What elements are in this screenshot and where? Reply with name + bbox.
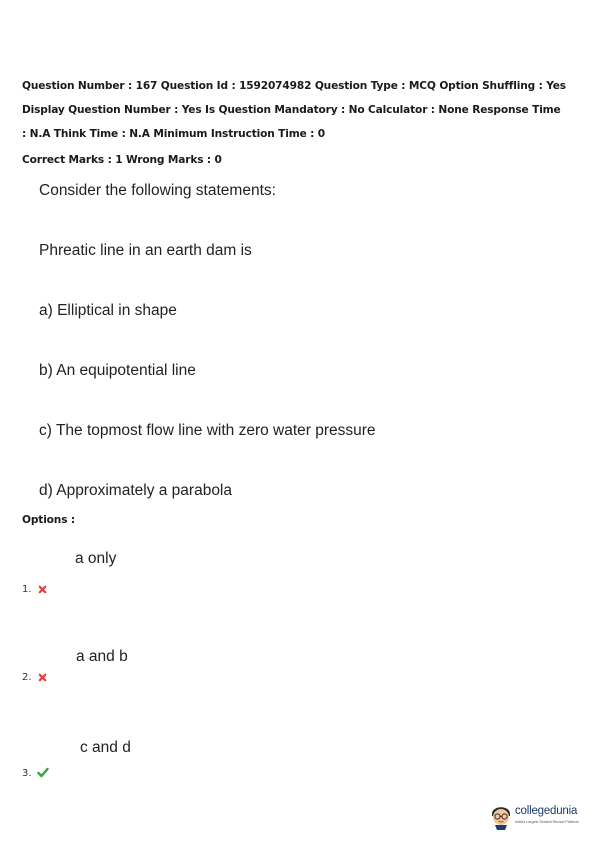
collegedunia-logo: [489, 800, 589, 832]
header-line-4: Correct Marks : 1 Wrong Marks : 0: [22, 154, 222, 166]
option-text: a only: [75, 550, 117, 567]
mascot-icon: [489, 801, 513, 831]
check-icon: [37, 767, 49, 778]
option-number: 3.: [22, 768, 32, 779]
logo-tagline: India's Largest Student Review Platform: [515, 820, 579, 824]
header-line-2: Display Question Number : Yes Is Question Mandatory : No Calculator : None Response Time: [22, 104, 561, 116]
logo-wordmark: collegedunia: [515, 805, 578, 817]
options-label: Options :: [22, 514, 75, 526]
statement-a: a) Elliptical in shape: [39, 302, 177, 319]
option-number: 2.: [22, 672, 32, 683]
option-text: a and b: [76, 648, 128, 665]
option-text: c and d: [80, 739, 131, 756]
cross-icon: [38, 673, 47, 682]
statement-d: d) Approximately a parabola: [39, 482, 233, 499]
cross-icon: [38, 585, 47, 594]
header-line-1: Question Number : 167 Question Id : 1592074982 Question Type : MCQ Option Shuffling : Yes: [22, 80, 566, 92]
option-number: 1.: [22, 584, 32, 595]
question-intro: Consider the following statements:: [39, 182, 276, 199]
statement-c: c) The topmost flow line with zero water pressure: [39, 422, 376, 439]
statement-b: b) An equipotential line: [39, 362, 196, 379]
question-stem: Phreatic line in an earth dam is: [39, 242, 252, 259]
header-line-3: : N.A Think Time : N.A Minimum Instruction Time : 0: [22, 128, 326, 140]
